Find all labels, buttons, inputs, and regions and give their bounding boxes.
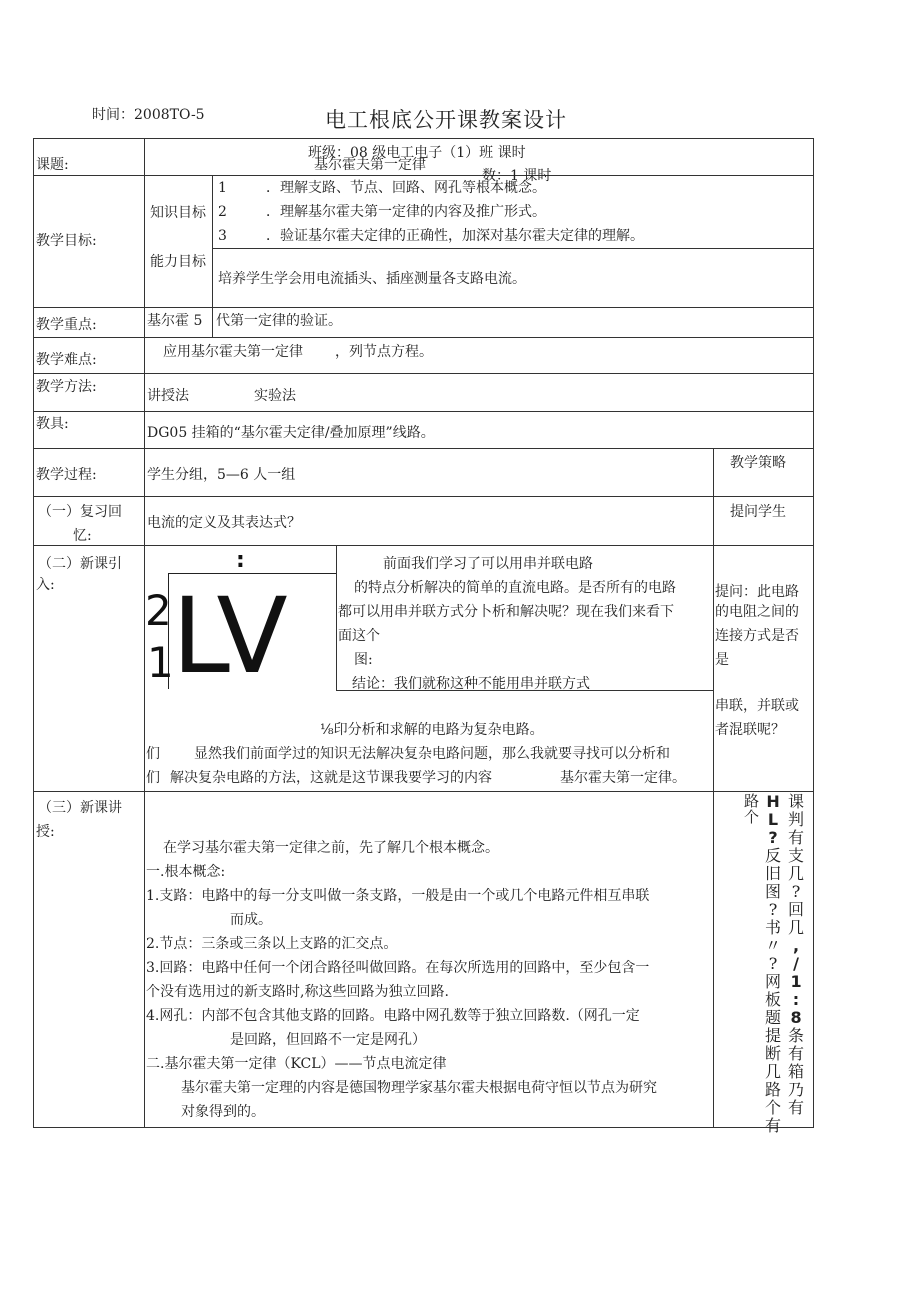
intro-para-2: 的特点分析解决的简单的直流电路。是否所有的电路	[354, 580, 676, 596]
lecture-line-10: 二.基尔霍夫第一定律（KCL）——节点电流定律	[146, 1056, 447, 1072]
knowledge-goal-2-num: 2	[218, 204, 227, 220]
intro-label-1: （二）新课引	[38, 556, 122, 572]
knowledge-goal-1: ．理解支路、节点、回路、网孔等根本概念。	[266, 180, 546, 196]
key-point-part2: 代第一定律的验证。	[216, 313, 342, 329]
lecture-line-9: 是回路，但回路不一定是网孔）	[230, 1032, 426, 1048]
lecture-strategy-col-2: H L ? 反 旧 图 ? 书 〃 ? 网 板 题 提 断 几 路 个 有	[765, 792, 782, 1135]
strategy-header: 教学策略	[730, 455, 786, 471]
intro-para-4: 面这个	[338, 628, 380, 644]
process-label: 教学过程:	[36, 467, 97, 483]
lecture-line-1: 在学习基尔霍夫第一定律之前，先了解几个根本概念。	[163, 840, 499, 856]
knowledge-goal-1-num: 1	[218, 180, 227, 196]
difficulty-part2: ，列节点方程。	[335, 344, 433, 360]
lecture-line-4: 而成。	[230, 912, 272, 928]
topic-class-line: 班级：08 级电工电子（1）班 课时	[308, 145, 526, 161]
review-question: 电流的定义及其表达式？	[147, 515, 301, 531]
lecture-line-5: 2.节点：三条或三条以上支路的汇交点。	[146, 936, 398, 952]
intro-strategy-6: 者混联呢？	[715, 722, 785, 738]
method-experiment: 实验法	[254, 388, 296, 404]
intro-strategy-4: 是	[715, 652, 729, 668]
knowledge-goal-3-num: 3	[218, 228, 227, 244]
intro-line-b: 解决复杂电路的方法，这就是这节课我要学习的内容	[170, 770, 492, 786]
difficulty-part1: 应用基尔霍夫第一定律	[163, 344, 303, 360]
tools-text: DG05 挂箱的“基尔霍夫定律/叠加原理”线路。	[147, 425, 435, 441]
key-point-part1: 基尔霍 5	[147, 313, 203, 329]
page-title: 电工根底公开课教案设计	[325, 108, 567, 132]
intro-para-3: 都可以用串并联方式分卜析和解决呢？现在我们来看下	[338, 604, 674, 620]
intro-strategy-1: 提问：此电路	[715, 584, 799, 600]
objectives-label: 教学目标:	[36, 233, 97, 249]
knowledge-goal-2: ．理解基尔霍夫第一定律的内容及推广形式。	[266, 204, 546, 220]
lecture-line-7: 个没有选用过的新支路时,称这些回路为独立回路.	[146, 984, 449, 1000]
intro-line-a-prefix: 们	[146, 746, 160, 762]
ability-goal-label: 能力目标	[150, 254, 206, 270]
figure-colon: :	[236, 548, 245, 573]
method-label: 教学方法:	[36, 379, 97, 395]
lecture-line-6: 3.回路：电路中任何一个闭合路径叫做回路。在每次所选用的回路中，至少包含一	[146, 960, 650, 976]
knowledge-goal-label: 知识目标	[150, 205, 206, 221]
lecture-line-11: 基尔霍夫第一定理的内容是德国物理学家基尔霍夫根据电荷守恒以节点为研究	[181, 1080, 657, 1096]
intro-para-5: 图:	[354, 652, 373, 668]
topic-hours: 数：1 课时	[482, 168, 552, 184]
intro-conclusion: 结论：我们就称这种不能用串并联方式	[352, 676, 590, 692]
review-label-1: （一）复习回	[38, 504, 122, 520]
intro-line-b-prefix: 们	[146, 770, 160, 786]
lecture-strategy-col-1: 路 个	[744, 792, 760, 826]
lecture-line-2: 一.根本概念:	[146, 864, 226, 880]
ability-goal: 培养学生学会用电流插头、插座测量各支路电流。	[218, 271, 526, 287]
lesson-date: 时间：2008TO-5	[92, 107, 205, 123]
method-lecture: 讲授法	[147, 388, 189, 404]
knowledge-goal-3: ．验证基尔霍夫定律的正确性，加深对基尔霍夫定律的理解。	[266, 228, 644, 244]
intro-strategy-2: 的电阻之间的	[715, 604, 799, 620]
topic-label: 课题:	[36, 157, 69, 173]
figure-digit-top: 2	[145, 586, 172, 635]
intro-line-a: 显然我们前面学过的知识无法解决复杂电路问题，那么我就要寻找可以分析和	[194, 746, 670, 762]
difficulty-label: 教学难点:	[36, 352, 97, 368]
intro-strategy-5: 串联，并联或	[715, 698, 799, 714]
key-point-label: 教学重点:	[36, 317, 97, 333]
figure-letters: LV	[172, 575, 286, 697]
lecture-line-8: 4.网孔：内部不包含其他支路的回路。电路中网孔数等于独立回路数.（网孔一定	[146, 1008, 640, 1024]
intro-strategy-3: 连接方式是否	[715, 628, 799, 644]
lecture-line-12: 对象得到的。	[181, 1104, 265, 1120]
intro-label-2: 入:	[36, 577, 55, 593]
lecture-strategy-col-3: 课 判 有 支 几 ? 回 几 , / 1 : 8 条 有 箱 乃 有	[788, 792, 805, 1117]
tools-label: 教具:	[36, 416, 69, 432]
intro-line-b-end: 基尔霍夫第一定律。	[560, 770, 686, 786]
review-label-2: 忆:	[73, 528, 92, 544]
topic-name: 基尔霍夫第一定律	[314, 157, 426, 173]
intro-para-1: 前面我们学习了可以用串并联电路	[383, 556, 593, 572]
figure-digit-bottom: 1	[147, 638, 174, 687]
review-strategy: 提问学生	[730, 504, 786, 520]
process-text: 学生分组，5—6 人一组	[147, 467, 296, 483]
lecture-label-2: 授:	[36, 824, 55, 840]
lecture-line-3: 1.支路：电路中的每一分支叫做一条支路，一般是由一个或几个电路元件相互串联	[146, 888, 650, 904]
intro-complex-def: ⅛印分析和求解的电路为复杂电路。	[320, 722, 544, 738]
lecture-label-1: （三）新课讲	[38, 800, 122, 816]
